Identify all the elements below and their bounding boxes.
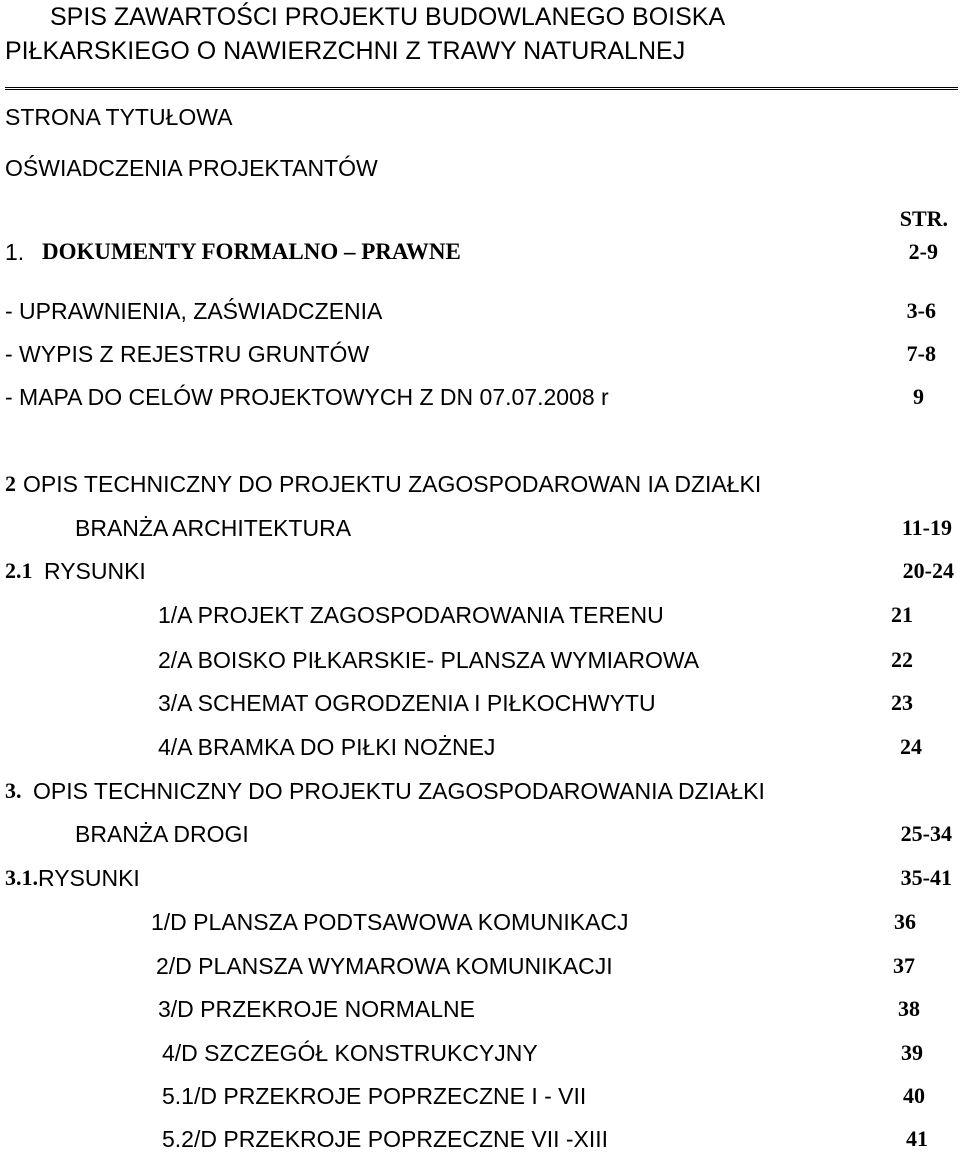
drawing-3d-page: 38 bbox=[898, 996, 920, 1021]
drawing-2a-page: 22 bbox=[891, 647, 913, 672]
section-3-1-number: 3.1. bbox=[5, 865, 38, 890]
section-1-item-2-pages: 7-8 bbox=[906, 341, 936, 366]
section-2-branch: BRANŻA ARCHITEKTURA bbox=[75, 515, 352, 541]
drawing-2a: 2/A BOISKO PIŁKARSKIE- PLANSZA WYMIAROWA bbox=[158, 647, 700, 673]
section-1-number: 1. bbox=[5, 239, 25, 265]
drawing-3a-page: 23 bbox=[891, 690, 913, 715]
drawing-5-1d-page: 40 bbox=[903, 1083, 925, 1108]
drawing-3d: 3/D PRZEKROJE NORMALNE bbox=[158, 996, 475, 1022]
section-1-item-2: - WYPIS Z REJESTRU GRUNTÓW bbox=[5, 341, 370, 367]
drawing-4d: 4/D SZCZEGÓŁ KONSTRUKCYJNY bbox=[162, 1040, 538, 1066]
drawing-4a-page: 24 bbox=[900, 734, 922, 759]
section-2-pages: 11-19 bbox=[901, 515, 952, 540]
drawing-5-2d: 5.2/D PRZEKROJE POPRZECZNE VII -XIII bbox=[162, 1126, 609, 1152]
section-2-1-number: 2.1 bbox=[5, 558, 33, 583]
section-1-item-1: - UPRAWNIENIA, ZAŚWIADCZENIA bbox=[5, 298, 383, 324]
section-3-title: OPIS TECHNICZNY DO PROJEKTU ZAGOSPODAROWANIA DZIAŁKI bbox=[33, 778, 765, 804]
section-3-1-pages: 35-41 bbox=[900, 865, 952, 890]
page-column-header: STR. bbox=[899, 206, 948, 231]
section-3-number: 3. bbox=[5, 778, 22, 803]
drawing-4a: 4/A BRAMKA DO PIŁKI NOŻNEJ bbox=[158, 734, 496, 760]
section-3-pages: 25-34 bbox=[900, 821, 952, 846]
drawing-2d: 2/D PLANSZA WYMAROWA KOMUNIKACJI bbox=[156, 953, 613, 979]
section-1-item-3: - MAPA DO CELÓW PROJEKTOWYCH Z DN 07.07.2008 r bbox=[5, 384, 609, 410]
section-1-item-3-pages: 9 bbox=[913, 384, 924, 409]
drawing-1a-page: 21 bbox=[891, 602, 913, 627]
section-2-1-pages: 20-24 bbox=[902, 558, 954, 583]
drawing-1d: 1/D PLANSZA PODTSAWOWA KOMUNIKACJ bbox=[151, 909, 629, 935]
front-matter-declarations: OŚWIADCZENIA PROJEKTANTÓW bbox=[5, 155, 378, 181]
front-matter-title-page: STRONA TYTUŁOWA bbox=[5, 104, 233, 130]
section-1-pages: 2-9 bbox=[908, 239, 938, 264]
title-divider bbox=[5, 87, 958, 90]
section-1-title: DOKUMENTY FORMALNO – PRAWNE bbox=[42, 239, 461, 264]
section-2-number: 2 bbox=[5, 471, 16, 496]
drawing-5-2d-page: 41 bbox=[906, 1126, 928, 1151]
document-title-line-2: PIŁKARSKIEGO O NAWIERZCHNI Z TRAWY NATURALNEJ bbox=[5, 37, 686, 65]
drawing-2d-page: 37 bbox=[893, 953, 915, 978]
section-2-1-title: RYSUNKI bbox=[44, 558, 146, 584]
drawing-5-1d: 5.1/D PRZEKROJE POPRZECZNE I - VII bbox=[162, 1083, 587, 1109]
document-title-line-1: SPIS ZAWARTOŚCI PROJEKTU BUDOWLANEGO BOISKA bbox=[50, 3, 726, 31]
drawing-1a: 1/A PROJEKT ZAGOSPODAROWANIA TERENU bbox=[158, 602, 664, 628]
drawing-1d-page: 36 bbox=[894, 909, 916, 934]
drawing-3a: 3/A SCHEMAT OGRODZENIA I PIŁKOCHWYTU bbox=[158, 690, 656, 716]
section-2-title: OPIS TECHNICZNY DO PROJEKTU ZAGOSPODAROWAN IA DZIAŁKI bbox=[23, 471, 762, 497]
section-3-branch: BRANŻA DROGI bbox=[75, 821, 249, 847]
section-1-item-1-pages: 3-6 bbox=[906, 298, 936, 323]
drawing-4d-page: 39 bbox=[901, 1040, 923, 1065]
section-3-1-title: RYSUNKI bbox=[38, 865, 140, 891]
